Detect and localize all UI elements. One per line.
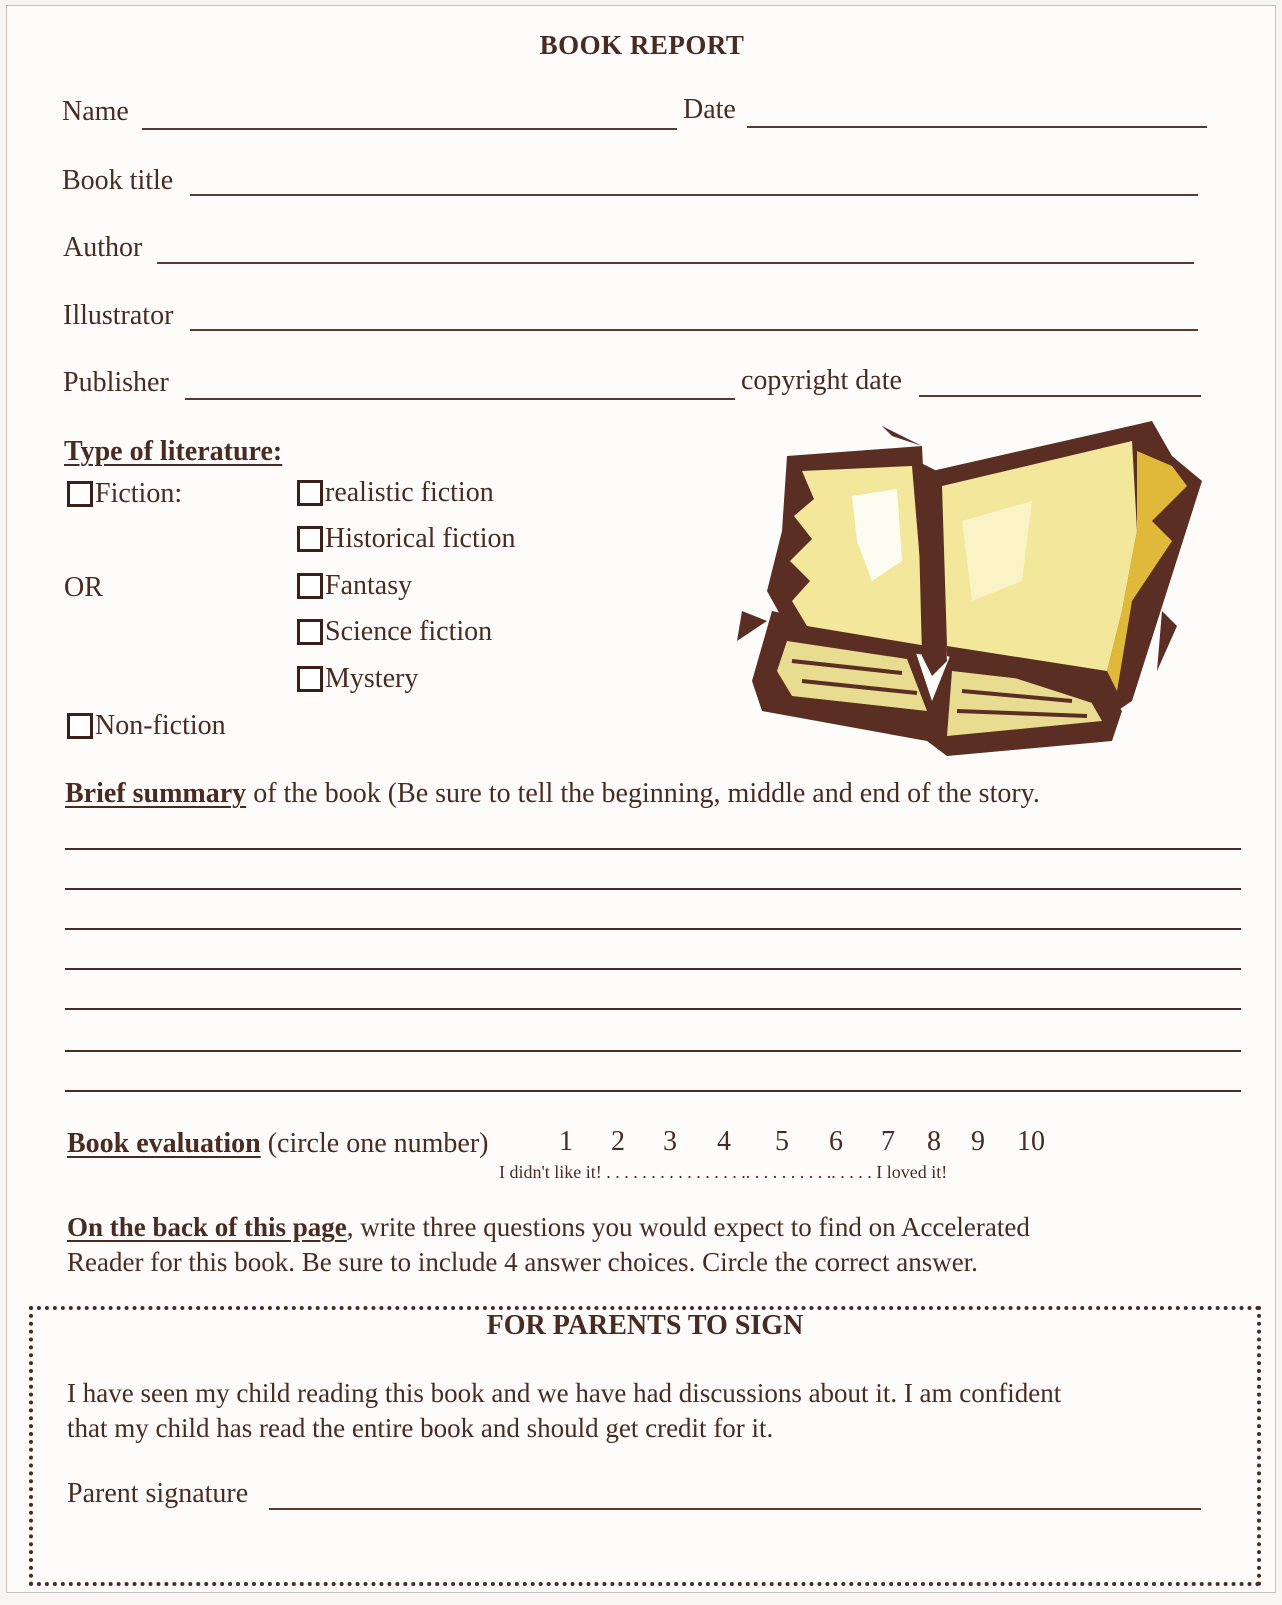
publisher-field[interactable] xyxy=(185,398,735,400)
fiction-option[interactable] xyxy=(67,478,182,510)
open-book-icon xyxy=(732,411,1212,771)
illustrator-field[interactable] xyxy=(190,329,1198,331)
rating-3[interactable]: 3 xyxy=(663,1126,677,1157)
fiction-checkbox[interactable] xyxy=(67,481,93,507)
nonfiction-label: Non-fiction xyxy=(95,710,226,741)
evaluation-instructions xyxy=(67,1128,488,1160)
genre-checkbox[interactable] xyxy=(297,573,323,599)
nonfiction-checkbox[interactable] xyxy=(67,713,93,739)
summary-heading: Brief summary xyxy=(65,778,247,809)
author-field[interactable] xyxy=(157,262,1194,264)
genre-science-fiction[interactable] xyxy=(297,616,492,648)
literature-heading: Type of literature: xyxy=(64,436,283,467)
parent-signature-field[interactable] xyxy=(269,1508,1201,1510)
genre-checkbox[interactable] xyxy=(297,480,323,506)
or-label: OR xyxy=(64,572,103,603)
publisher-label: Publisher xyxy=(63,367,169,398)
genre-mystery[interactable] xyxy=(297,663,418,695)
back-line-2: Reader for this book. Be sure to include 4 answer choices. Circle the correct answer. xyxy=(67,1247,978,1277)
back-instructions xyxy=(67,1210,1030,1280)
genre-checkbox[interactable] xyxy=(297,526,323,552)
rating-7[interactable]: 7 xyxy=(881,1126,895,1157)
book-title-label: Book title xyxy=(62,165,174,196)
summary-line[interactable] xyxy=(65,928,1241,930)
evaluation-heading: Book evaluation xyxy=(67,1128,261,1159)
back-heading: On the back of this page xyxy=(67,1212,347,1242)
rating-scale-label: I didn't like it! . . . . . . . . . . . . . . . .. . . . . . . . . .. . . . . I loved it! xyxy=(499,1162,948,1182)
genre-label: Fantasy xyxy=(325,570,413,601)
summary-line[interactable] xyxy=(65,1050,1241,1052)
date-label: Date xyxy=(683,94,736,125)
genre-label: Science fiction xyxy=(325,616,493,647)
summary-line[interactable] xyxy=(65,1090,1241,1092)
genre-label: realistic fiction xyxy=(325,477,494,508)
back-line-1 xyxy=(67,1210,1030,1245)
genre-label: Historical fiction xyxy=(325,523,516,554)
rating-2[interactable]: 2 xyxy=(611,1126,625,1157)
genre-historical-fiction[interactable] xyxy=(297,523,516,555)
book-title-field[interactable] xyxy=(190,194,1198,196)
fiction-label: Fiction: xyxy=(95,478,183,509)
rating-9[interactable]: 9 xyxy=(971,1126,985,1157)
genre-checkbox[interactable] xyxy=(297,619,323,645)
name-label: Name xyxy=(62,96,129,127)
rating-1[interactable]: 1 xyxy=(559,1126,573,1157)
page-title: BOOK REPORT xyxy=(539,30,745,60)
rating-6[interactable]: 6 xyxy=(829,1126,843,1157)
parents-heading: FOR PARENTS TO SIGN xyxy=(486,1310,804,1341)
copyright-date-field[interactable] xyxy=(919,395,1201,397)
summary-line[interactable] xyxy=(65,968,1241,970)
genre-label: Mystery xyxy=(325,663,419,694)
summary-line[interactable] xyxy=(65,848,1241,850)
author-label: Author xyxy=(63,232,143,263)
parent-signature-box xyxy=(29,1306,1261,1586)
rating-5[interactable]: 5 xyxy=(775,1126,789,1157)
parents-statement xyxy=(67,1376,1061,1446)
summary-line[interactable] xyxy=(65,1008,1241,1010)
nonfiction-option[interactable] xyxy=(67,710,226,742)
summary-line[interactable] xyxy=(65,888,1241,890)
copyright-date-label: copyright date xyxy=(741,365,902,396)
genre-realistic-fiction[interactable] xyxy=(297,477,494,509)
date-field[interactable] xyxy=(747,126,1207,128)
genre-checkbox[interactable] xyxy=(297,666,323,692)
illustrator-label: Illustrator xyxy=(63,300,174,331)
parents-line-1: I have seen my child reading this book and we have had discussions about it. I am confident xyxy=(67,1378,1062,1408)
parents-line-2: that my child has read the entire book and should get credit for it. xyxy=(67,1413,774,1443)
book-report-form xyxy=(6,5,1276,1593)
genre-fantasy[interactable] xyxy=(297,570,412,602)
evaluation-instruction-text: (circle one number) xyxy=(260,1128,489,1159)
summary-instructions xyxy=(65,778,1040,810)
name-field[interactable] xyxy=(142,128,677,130)
back-line-1-text: , write three questions you would expect to find on Accelerated xyxy=(346,1212,1030,1242)
rating-4[interactable]: 4 xyxy=(717,1126,731,1157)
parent-signature-label: Parent signature xyxy=(67,1478,249,1509)
rating-10[interactable]: 10 xyxy=(1017,1126,1045,1157)
summary-instruction-text: of the book (Be sure to tell the beginning, middle and end of the story. xyxy=(246,778,1040,809)
rating-8[interactable]: 8 xyxy=(927,1126,941,1157)
